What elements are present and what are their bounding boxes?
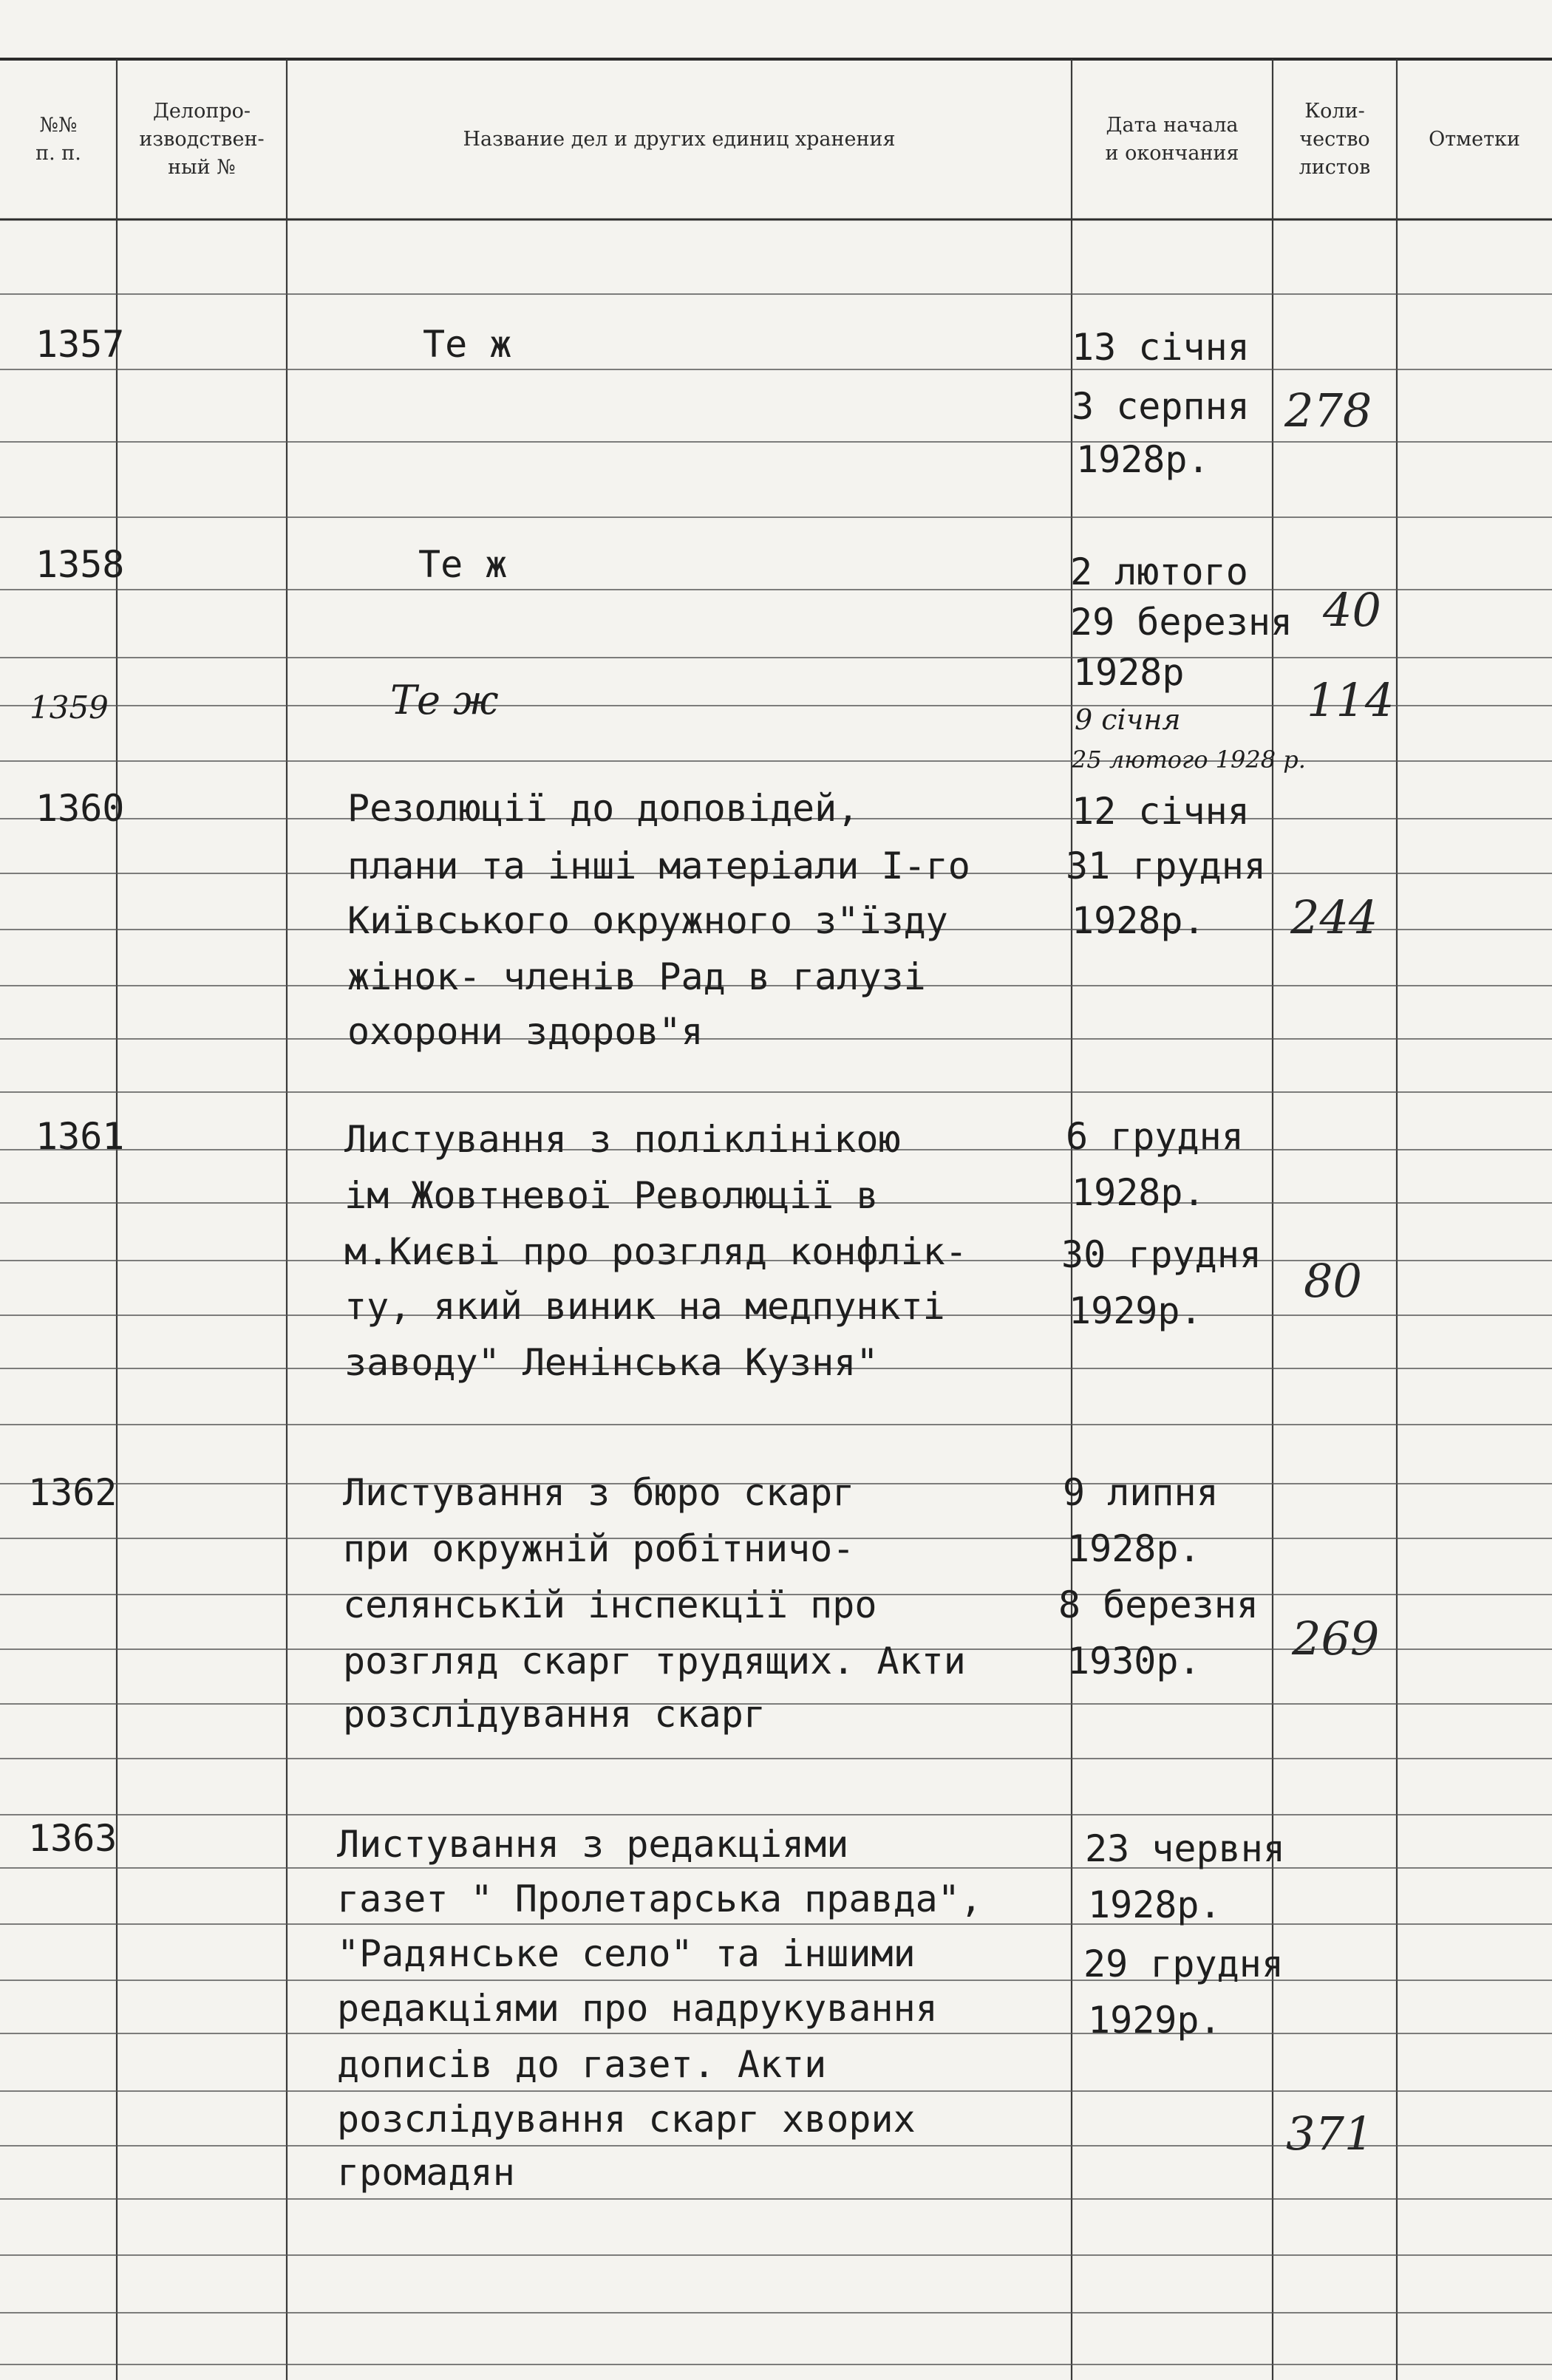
case-title-line: м.Києві про розгляд конфлік- xyxy=(344,1230,967,1273)
case-title-line: Листування з бюро скарг xyxy=(343,1471,855,1514)
row-number: 1359 xyxy=(30,689,109,726)
row-number: 1360 xyxy=(35,787,125,830)
case-title-line: Резолюції до доповідей, xyxy=(347,787,860,830)
case-title-line: при окружній робітничо- xyxy=(343,1527,855,1570)
case-title-line: охорони здоров"я xyxy=(347,1010,704,1053)
date-line: 1928р. xyxy=(1067,1527,1201,1570)
row-number: 1357 xyxy=(35,323,125,366)
header-title: Название дел и других единиц хранения xyxy=(463,128,896,151)
date-line: 9 липня xyxy=(1063,1471,1219,1514)
row-number: 1361 xyxy=(35,1115,125,1158)
case-title-line: "Радянське село" та іншими xyxy=(337,1932,916,1975)
date-line: 25 лютого 1928 р. xyxy=(1072,746,1306,774)
date-line: 2 лютого xyxy=(1070,550,1248,593)
date-line: 1928р. xyxy=(1076,438,1210,481)
case-title-line: редакціями про надрукування xyxy=(337,1987,938,2030)
case-title-line: Те ж xyxy=(390,677,499,723)
date-line: 30 грудня xyxy=(1061,1233,1262,1276)
sheet-count: 114 xyxy=(1307,673,1395,727)
date-line: 13 січня xyxy=(1072,326,1250,369)
sheet-count: 269 xyxy=(1292,1612,1380,1665)
sheet-count: 278 xyxy=(1284,383,1372,437)
row-number: 1363 xyxy=(28,1817,118,1860)
date-line: 1930р. xyxy=(1067,1640,1201,1682)
header-office-number: Делопро- изводствен- ный № xyxy=(139,100,265,179)
case-title-line: жінок- членів Рад в галузі xyxy=(347,955,926,998)
sheet-count: 244 xyxy=(1290,890,1378,944)
date-line: 12 січня xyxy=(1072,790,1250,833)
case-title-line: дописів до газет. Акти xyxy=(337,2043,827,2086)
date-line: 1928р. xyxy=(1072,899,1205,942)
date-line: 1928р. xyxy=(1088,1883,1222,1926)
date-line: 6 грудня xyxy=(1066,1115,1244,1158)
case-title-line: газет " Пролетарська правда", xyxy=(337,1878,982,1920)
header-number: №№ п. п. xyxy=(35,114,81,165)
date-line: 1929р. xyxy=(1088,1999,1222,2042)
date-line: 1928р xyxy=(1073,651,1185,694)
case-title-line: Київського окружного з"їзду xyxy=(347,899,948,942)
sheet-count: 80 xyxy=(1304,1254,1362,1308)
case-title-line: ту, який виник на медпункті xyxy=(344,1285,945,1328)
date-line: 1928р. xyxy=(1072,1171,1205,1214)
date-line: 29 грудня xyxy=(1083,1943,1284,1985)
case-title-line: заводу" Ленінська Кузня" xyxy=(344,1341,879,1384)
case-title-line: розгляд скарг трудящих. Акти xyxy=(343,1640,966,1682)
date-line: 29 березня xyxy=(1070,601,1293,644)
sheet-count: 371 xyxy=(1286,2107,1374,2161)
case-title-line: ім Жовтневої Революції в xyxy=(344,1174,879,1217)
case-title-line: плани та інші матеріали І-го xyxy=(347,845,970,887)
case-title-line: Листування з поліклінікою xyxy=(344,1118,901,1161)
case-title-line: селянській інспекції про xyxy=(343,1583,877,1626)
case-title-line: розслідування скарг хворих xyxy=(337,2098,916,2141)
date-line: 9 січня xyxy=(1075,703,1181,736)
case-title-line: Те ж xyxy=(423,323,512,366)
date-line: 31 грудня xyxy=(1066,845,1266,887)
date-line: 3 серпня xyxy=(1072,385,1250,428)
row-number: 1358 xyxy=(35,543,125,586)
case-title-line: громадян xyxy=(337,2151,515,2194)
header-sheet-count: Коли- чество листов xyxy=(1299,100,1371,179)
row-number: 1362 xyxy=(28,1471,118,1514)
date-line: 23 червня xyxy=(1085,1827,1285,1870)
header-dates: Дата начала и окончания xyxy=(1105,114,1239,165)
date-line: 8 березня xyxy=(1058,1583,1259,1626)
case-title-line: Листування з редакціями xyxy=(337,1823,849,1866)
date-line: 1929р. xyxy=(1069,1289,1202,1332)
case-title-line: розслідування скарг xyxy=(343,1693,766,1736)
header-notes: Отметки xyxy=(1429,128,1520,151)
case-title-line: Те ж xyxy=(418,543,508,586)
sheet-count: 40 xyxy=(1323,583,1381,637)
